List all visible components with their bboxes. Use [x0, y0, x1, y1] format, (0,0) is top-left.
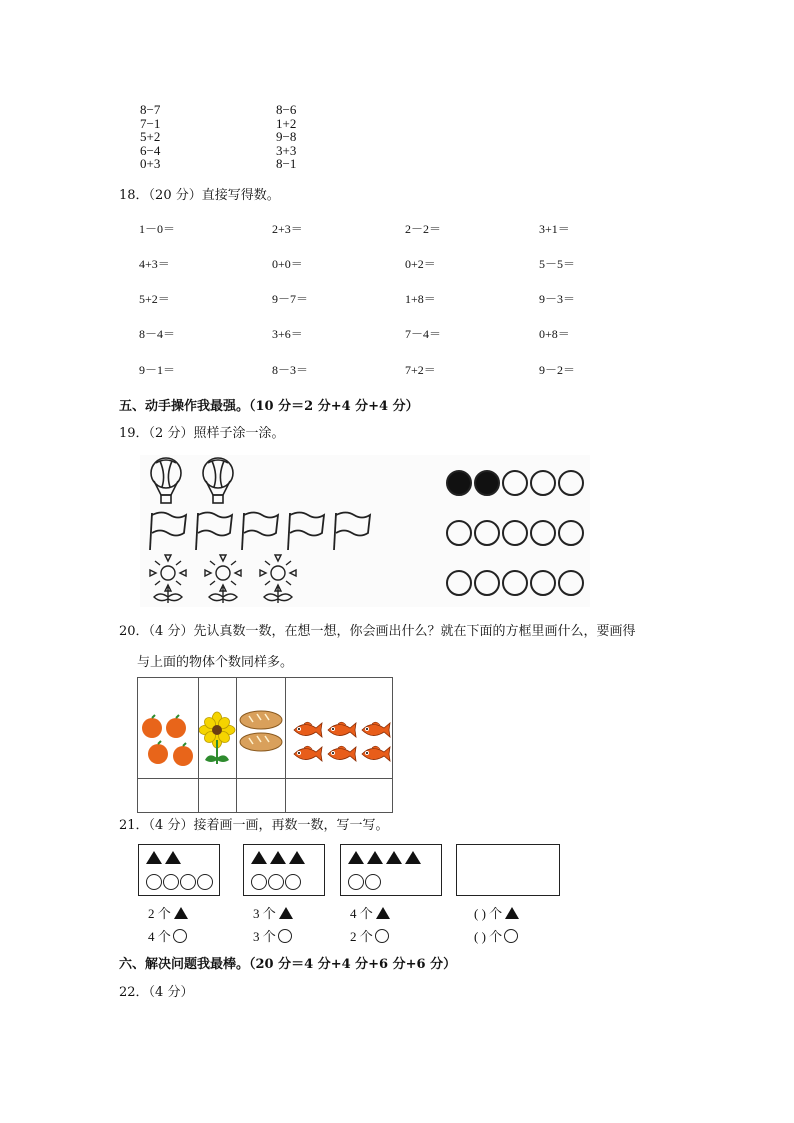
circle-icon — [146, 874, 162, 890]
empty-circle[interactable] — [474, 570, 500, 596]
triangle-count-label: ( ) 个 — [474, 906, 503, 921]
orange-icon — [148, 741, 168, 764]
calc-expression: 9－7＝ — [272, 292, 309, 306]
triangle-icon — [505, 907, 519, 919]
triangle-icon — [279, 907, 293, 919]
empty-circle[interactable] — [530, 570, 556, 596]
circle-row — [446, 570, 584, 596]
circle-icon — [197, 874, 213, 890]
circle-icon — [285, 874, 301, 890]
circle-icon — [348, 874, 364, 890]
circle-icon — [365, 874, 381, 890]
circle-row — [446, 520, 584, 546]
oranges-cell — [138, 678, 199, 779]
filled-circle[interactable] — [474, 470, 500, 496]
empty-circle[interactable] — [530, 520, 556, 546]
empty-circle[interactable] — [446, 520, 472, 546]
answer-cell[interactable] — [237, 779, 286, 813]
triangle-count — [253, 903, 293, 922]
calc-expression: 0+0＝ — [272, 257, 303, 271]
circle-count-label: 4 个 — [148, 929, 171, 944]
pair-expression: 8−7 — [140, 102, 161, 117]
triangle-icon — [165, 851, 181, 864]
circle-icon — [180, 874, 196, 890]
triangle-icon — [251, 851, 267, 864]
circle-icon — [163, 874, 179, 890]
bread-icon — [240, 733, 282, 751]
triangle-icon — [146, 851, 162, 864]
fish-icon — [328, 746, 356, 761]
flag-icon — [334, 513, 370, 551]
q18-title: 18．（20 分）直接写得数。 — [119, 188, 280, 203]
sunflower-icon — [199, 678, 236, 774]
calc-expression: 1－0＝ — [139, 222, 176, 236]
calc-expression: 0+8＝ — [539, 327, 570, 341]
circle-count — [253, 926, 292, 945]
pairs-right-column — [276, 103, 296, 171]
triangle-row — [251, 851, 305, 864]
answer-cell[interactable] — [138, 779, 199, 813]
pairs-left-column — [140, 103, 160, 171]
answer-cell[interactable] — [286, 779, 393, 813]
triangle-icon — [289, 851, 305, 864]
sunflower-cell — [199, 678, 237, 779]
calc-expression: 7－4＝ — [405, 327, 442, 341]
triangle-count-label: 2 个 — [148, 906, 171, 921]
empty-circle[interactable] — [558, 470, 584, 496]
circle-count — [350, 926, 389, 945]
triangle-icon — [174, 907, 188, 919]
triangle-icon — [348, 851, 364, 864]
circle-icon — [251, 874, 267, 890]
calc-expression: 9－3＝ — [539, 292, 576, 306]
circle-icon — [268, 874, 284, 890]
fish-icon — [362, 722, 390, 737]
shape-box — [340, 844, 442, 896]
flower-icon — [205, 555, 241, 603]
circle-count-label: 2 个 — [350, 929, 373, 944]
calc-expression: 4+3＝ — [139, 257, 170, 271]
calc-expression: 3+6＝ — [272, 327, 303, 341]
triangle-icon — [386, 851, 402, 864]
calc-expression: 7+2＝ — [405, 363, 436, 377]
triangle-icon — [376, 907, 390, 919]
pair-expression: 7−1 — [140, 115, 161, 131]
pair-expression: 3+3 — [276, 142, 297, 158]
circle-row — [348, 874, 381, 890]
empty-circle[interactable] — [446, 570, 472, 596]
calc-expression: 5－5＝ — [539, 257, 576, 271]
circle-count — [148, 926, 187, 945]
orange-icon — [142, 715, 162, 738]
fish-icon — [328, 722, 356, 737]
calc-expression: 5+2＝ — [139, 292, 170, 306]
section6-title: 六、解决问题我最棒。（20 分＝4 分+4 分+6 分+6 分） — [119, 957, 457, 972]
pair-expression: 6−4 — [140, 142, 161, 158]
pair-expression: 9−8 — [276, 129, 297, 144]
calc-expression: 0+2＝ — [405, 257, 436, 271]
pair-expression: 8−6 — [276, 102, 297, 117]
shape-box — [138, 844, 220, 896]
q20-count-table — [137, 677, 393, 813]
circle-row — [146, 874, 213, 890]
flower-icon — [150, 555, 186, 603]
pair-expression: 8−1 — [276, 156, 297, 171]
q20-title-line1: 20．（4 分）先认真数一数，在想一想，你会画出什么？就在下面的方框里画什么，要画得 — [119, 624, 636, 639]
calc-expression: 3+1＝ — [539, 222, 570, 236]
triangle-count-label: 3 个 — [253, 906, 276, 921]
flag-icon — [242, 513, 278, 551]
q19-picture — [140, 455, 590, 607]
empty-circle[interactable] — [474, 520, 500, 546]
pair-expression: 0+3 — [140, 156, 161, 171]
answer-cell[interactable] — [199, 779, 237, 813]
bread-icon — [240, 711, 282, 729]
triangle-icon — [405, 851, 421, 864]
flower-icon — [260, 555, 296, 603]
fish-icon — [362, 746, 390, 761]
shape-box — [243, 844, 325, 896]
triangle-count — [148, 903, 188, 922]
calc-expression: 1+8＝ — [405, 292, 436, 306]
circle-icon — [278, 929, 292, 943]
empty-circle[interactable] — [530, 470, 556, 496]
pair-expression: 5+2 — [140, 129, 161, 144]
orange-icon — [173, 743, 193, 766]
calc-expression: 2－2＝ — [405, 222, 442, 236]
calc-expression: 9－1＝ — [139, 363, 176, 377]
balloon-icon — [203, 458, 233, 503]
circle-icon — [375, 929, 389, 943]
balloon-icon — [151, 458, 181, 503]
orange-icon — [166, 715, 186, 738]
fish-icon — [294, 722, 322, 737]
section5-title: 五、动手操作我最强。（10 分＝2 分+4 分+4 分） — [119, 399, 419, 414]
circle-count[interactable] — [474, 926, 518, 945]
triangle-count[interactable] — [474, 903, 519, 922]
fish-cell — [286, 678, 393, 779]
flag-icon — [288, 513, 324, 551]
circle-row — [251, 874, 301, 890]
triangle-count-label: 4 个 — [350, 906, 373, 921]
flag-icon — [196, 513, 232, 551]
triangle-row — [348, 851, 421, 864]
empty-circle[interactable] — [502, 570, 528, 596]
empty-circle[interactable] — [558, 570, 584, 596]
q19-title: 19．（2 分）照样子涂一涂。 — [119, 426, 285, 441]
circle-count-label: 3 个 — [253, 929, 276, 944]
circle-icon — [173, 929, 187, 943]
pair-expression: 1+2 — [276, 115, 297, 131]
bread-cell — [237, 678, 286, 779]
fish-icon — [294, 746, 322, 761]
circle-row — [446, 470, 584, 496]
calc-expression: 2+3＝ — [272, 222, 303, 236]
triangle-row — [146, 851, 181, 864]
circle-count-label: ( ) 个 — [474, 929, 503, 944]
triangle-icon — [367, 851, 383, 864]
triangle-icon — [270, 851, 286, 864]
q22-title: 22．（4 分） — [119, 985, 194, 1000]
calc-expression: 9－2＝ — [539, 363, 576, 377]
q20-title-line2: 与上面的物体个数同样多。 — [137, 655, 294, 670]
calc-expression: 8－3＝ — [272, 363, 309, 377]
filled-circle[interactable] — [446, 470, 472, 496]
calc-expression: 8－4＝ — [139, 327, 176, 341]
shape-box[interactable] — [456, 844, 560, 896]
empty-circle[interactable] — [502, 520, 528, 546]
q21-title: 21．（4 分）接着画一画，再数一数，写一写。 — [119, 818, 389, 833]
empty-circle[interactable] — [502, 470, 528, 496]
empty-circle[interactable] — [558, 520, 584, 546]
circle-icon — [504, 929, 518, 943]
flag-icon — [150, 513, 186, 551]
triangle-count — [350, 903, 390, 922]
